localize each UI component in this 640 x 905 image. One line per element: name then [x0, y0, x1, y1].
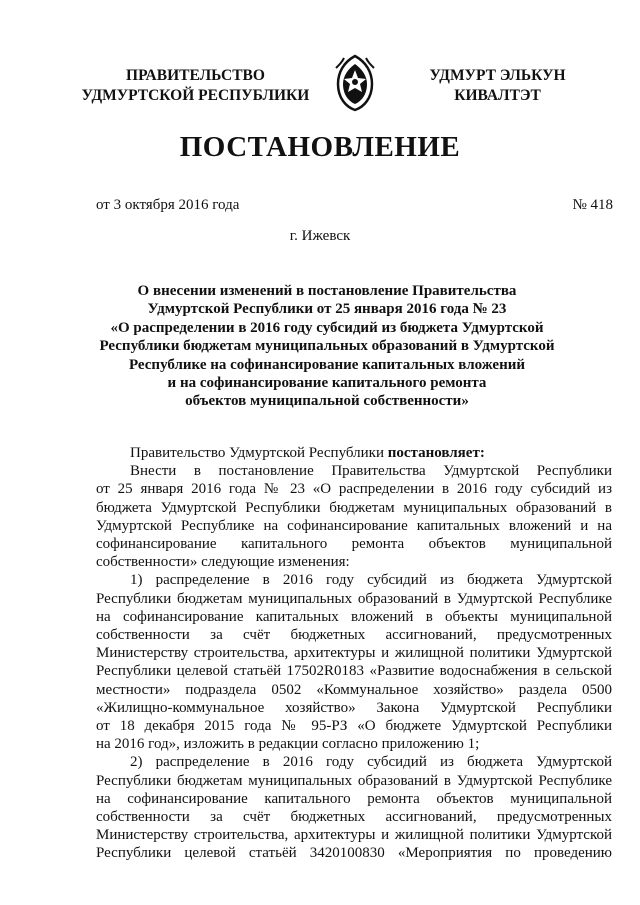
document-date: от 3 октября 2016 года [96, 197, 240, 213]
body-line: от 25 января 2016 года № 23 «О распределении в 2016 году субсидий из [96, 481, 612, 498]
udmurt-coat-of-arms-icon [330, 54, 380, 112]
subject-line: «О распределении в 2016 году субсидий из бюджета Удмуртской [110, 319, 544, 336]
body-line: от 18 декабря 2015 года № 95-РЗ «О бюджете Удмуртской Республики [96, 718, 612, 735]
body-line: местности» подраздела 0502 «Коммунальное хозяйство» раздела 0500 [96, 681, 612, 698]
body-line: Республики целевой статьёй 3420100830 «Мероприятия по проведению [96, 845, 612, 862]
body-line: на софинансирование капитального ремонта объектов муниципальной [96, 790, 612, 807]
intro-bold: постановляет: [387, 445, 485, 461]
body-line: Удмуртской Республике на софинансирование капитальных вложений и на [96, 517, 612, 534]
intro-text: Правительство Удмуртской Республики [130, 445, 388, 461]
header-right-line1: УДМУРТ ЭЛЬКУН [429, 67, 566, 84]
body-line: 2) распределение в 2016 году субсидий из бюджета Удмуртской [130, 754, 612, 771]
body-line: софинансирование капитального ремонта объектов муниципальной [96, 536, 612, 553]
subject-line: Республики бюджетам муниципальных образований в Удмуртской [99, 338, 555, 355]
body-intro [96, 444, 612, 462]
body-line: Республики целевой статьёй 17502R0183 «Развитие водоснабжения в сельской [96, 663, 612, 680]
header-left-line1: ПРАВИТЕЛЬСТВО [126, 67, 265, 84]
body-line: Министерству строительства, архитектуры и жилищной политики Удмуртской [96, 645, 612, 662]
subject-line: О внесении изменений в постановление Правительства [137, 283, 517, 299]
body-line: на софинансирование капитальных вложений в объекты муниципальной [96, 608, 612, 625]
subject-line: объектов муниципальной собственности» [185, 393, 469, 410]
body-line: Министерству строительства, архитектуры и жилищной политики Удмуртской [96, 827, 612, 844]
body-line: Республики бюджетам муниципальных образований в Удмуртской Республике [96, 772, 612, 789]
header-left [58, 66, 333, 106]
subject-line: и на софинансирование капитального ремонта [167, 375, 487, 392]
document-title: ПОСТАНОВЛЕНИЕ [179, 131, 461, 163]
document-body [96, 444, 612, 863]
body-line: собственности за счёт бюджетных ассигнований, предусмотренных [96, 809, 612, 826]
body-line: Республики бюджетам муниципальных образований в Удмуртской Республике [96, 590, 612, 607]
body-line: Внести в постановление Правительства Удмуртской Республики [130, 463, 612, 480]
header-right-line2: КИВАЛТЭТ [454, 87, 541, 104]
body-line: 1) распределение в 2016 году субсидий из бюджета Удмуртской [130, 572, 612, 589]
body-line: на 2016 год», изложить в редакции согласно приложению 1; [96, 736, 480, 753]
document-number: № 418 [572, 197, 613, 213]
body-line: «Жилищно-коммунальное хозяйство» Закона Удмуртской Республики [96, 699, 612, 716]
header-left-line2: УДМУРТСКОЙ РЕСПУБЛИКИ [81, 87, 310, 104]
body-line: собственности за счёт бюджетных ассигнований, предусмотренных [96, 627, 612, 644]
subject-line: Удмуртской Республики от 25 января 2016 года № 23 [147, 301, 507, 318]
document-city: г. Ижевск [289, 228, 351, 244]
subject-line: Республике на софинансирование капитальных вложений [128, 356, 526, 373]
header-right [395, 66, 600, 106]
body-line: собственности» следующие изменения: [96, 554, 350, 571]
body-line: бюджета Удмуртской Республики бюджетам муниципальных образований в [96, 499, 612, 516]
document-subject [92, 282, 562, 411]
